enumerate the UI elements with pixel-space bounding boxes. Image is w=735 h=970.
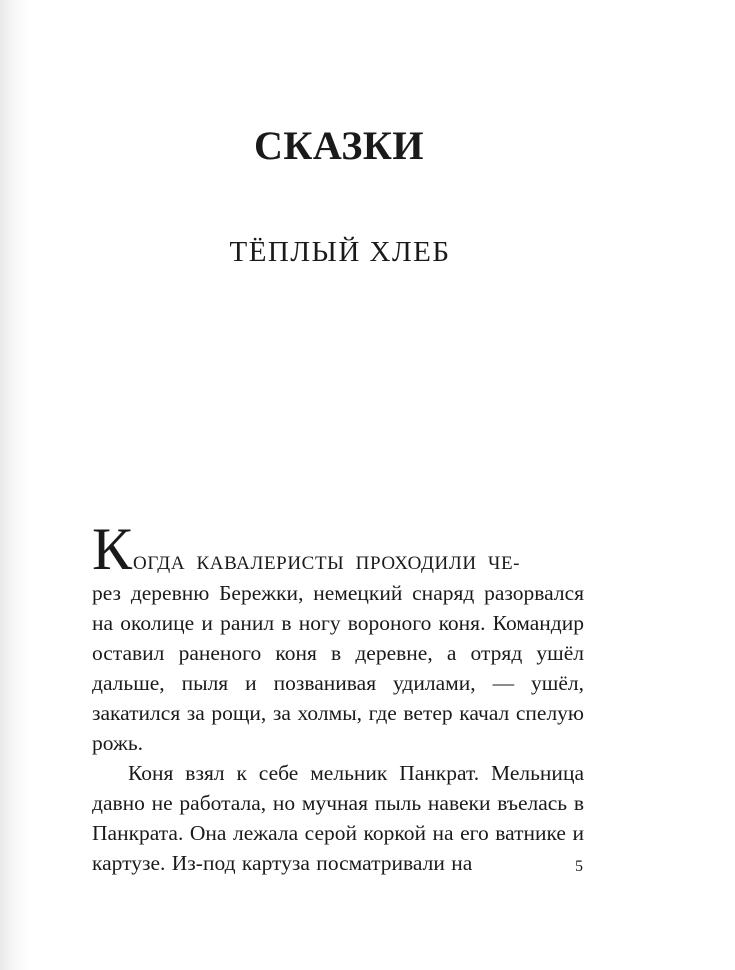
story-title: ТЁПЛЫЙ ХЛЕБ: [229, 236, 451, 268]
page-number: 5: [575, 858, 583, 875]
story-text: [92, 516, 584, 878]
lead-words: ОГДА КАВАЛЕРИСТЫ ПРОХОДИЛИ ЧЕ-: [133, 553, 521, 574]
paragraph-1-text: рез деревню Бережки, немецкий снаряд разорвался на околице и ранил в ногу вороного коня. Командир оставил раненого коня в деревне, а отряд ушёл дальше, пыля и позванивая удилами, — ушёл, закатился за рощи, за холмы, где ветер качал спелую рожь.: [92, 581, 584, 755]
lead-line: [92, 516, 584, 582]
paragraph-1: [92, 516, 584, 758]
paragraph-2: Коня взял к себе мельник Панкрат. Мельница давно не работала, но мучная пыль навеки въелась в Панкрата. Она лежала серой коркой на его ватнике и картузе. Из-под картуза посматривали на: [92, 761, 584, 875]
drop-cap: К: [92, 516, 132, 582]
section-title: СКАЗКИ: [253, 123, 424, 168]
